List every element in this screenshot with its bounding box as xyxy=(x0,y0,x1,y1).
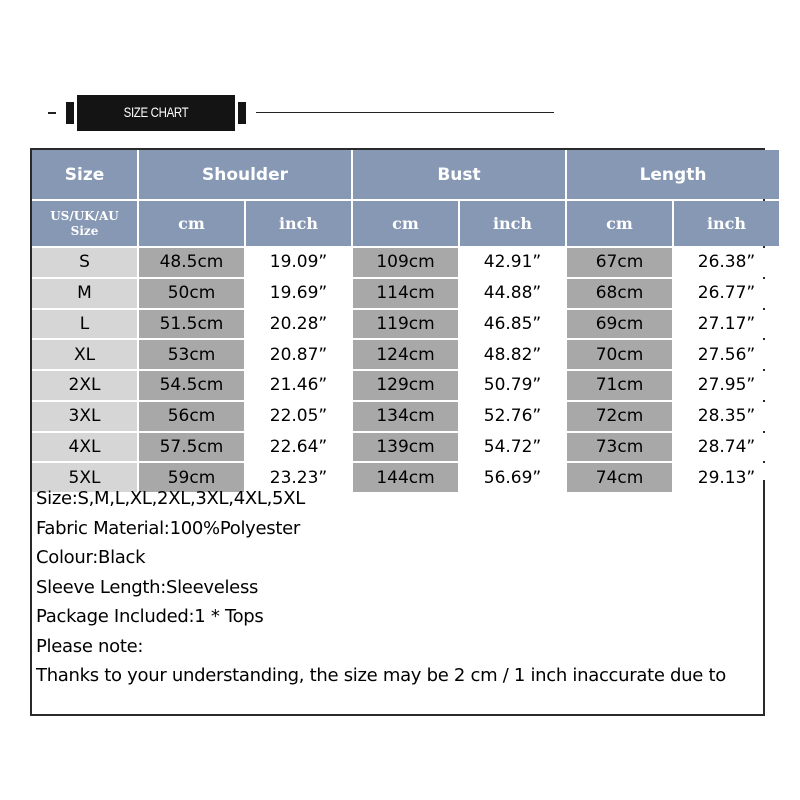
table-cell: 57.5cm xyxy=(139,433,244,462)
size-label-cell: XL xyxy=(32,340,137,369)
info-sizes: Size:S,M,L,XL,2XL,3XL,4XL,5XL xyxy=(36,488,305,509)
info-note-text: Thanks to your understanding, the size may be 2 cm / 1 inch inaccurate due to xyxy=(36,665,726,686)
info-note-title: Please note: xyxy=(36,635,144,657)
table-cell: 56.69” xyxy=(460,463,565,492)
table-cell: 27.95” xyxy=(674,371,779,400)
size-label-cell: 4XL xyxy=(32,433,137,462)
size-label-cell: 5XL xyxy=(32,463,137,492)
unit-bust-inch: inch xyxy=(460,201,565,246)
size-table-grid xyxy=(32,150,763,492)
col-header-bust: Bust xyxy=(353,150,565,199)
table-cell: 22.64” xyxy=(246,433,351,462)
col-header-shoulder: Shoulder xyxy=(139,150,351,199)
table-cell: 50cm xyxy=(139,279,244,308)
size-label-cell: L xyxy=(32,310,137,339)
table-cell: 29.13” xyxy=(674,463,779,492)
product-info xyxy=(30,480,765,716)
table-cell: 134cm xyxy=(353,402,458,431)
size-table xyxy=(30,148,765,488)
size-label-cell: M xyxy=(32,279,137,308)
table-cell: 119cm xyxy=(353,310,458,339)
col-header-length: Length xyxy=(567,150,779,199)
table-cell: 20.28” xyxy=(246,310,351,339)
table-cell: 53cm xyxy=(139,340,244,369)
unit-length-cm: cm xyxy=(567,201,672,246)
table-cell: 28.74” xyxy=(674,433,779,462)
size-chart-header xyxy=(0,0,800,140)
table-cell: 22.05” xyxy=(246,402,351,431)
unit-bust-cm: cm xyxy=(353,201,458,246)
col-header-size: Size xyxy=(32,150,137,199)
table-cell: 129cm xyxy=(353,371,458,400)
subheader-size-line1: US/UK/AU xyxy=(50,208,119,223)
header-rule xyxy=(256,112,554,113)
header-title: SIZE CHART xyxy=(123,104,189,120)
table-cell: 139cm xyxy=(353,433,458,462)
table-cell: 72cm xyxy=(567,402,672,431)
table-cell: 26.77” xyxy=(674,279,779,308)
table-cell: 67cm xyxy=(567,248,672,277)
table-cell: 23.23” xyxy=(246,463,351,492)
unit-shoulder-inch: inch xyxy=(246,201,351,246)
subheader-size xyxy=(32,201,137,246)
size-label-cell: 2XL xyxy=(32,371,137,400)
table-cell: 69cm xyxy=(567,310,672,339)
table-cell: 46.85” xyxy=(460,310,565,339)
info-sleeve: Sleeve Length:Sleeveless xyxy=(36,576,259,598)
table-cell: 114cm xyxy=(353,279,458,308)
table-cell: 51.5cm xyxy=(139,310,244,339)
table-cell: 48.82” xyxy=(460,340,565,369)
table-cell: 70cm xyxy=(567,340,672,369)
table-cell: 56cm xyxy=(139,402,244,431)
table-cell: 48.5cm xyxy=(139,248,244,277)
table-cell: 59cm xyxy=(139,463,244,492)
info-package: Package Included:1 * Tops xyxy=(36,606,264,627)
info-colour: Colour:Black xyxy=(36,547,146,568)
table-cell: 52.76” xyxy=(460,402,565,431)
table-cell: 28.35” xyxy=(674,402,779,431)
table-cell: 26.38” xyxy=(674,248,779,277)
info-fabric: Fabric Material:100%Polyester xyxy=(36,517,300,539)
size-label-cell: 3XL xyxy=(32,402,137,431)
table-cell: 74cm xyxy=(567,463,672,492)
table-cell: 20.87” xyxy=(246,340,351,369)
table-cell: 68cm xyxy=(567,279,672,308)
table-cell: 50.79” xyxy=(460,371,565,400)
table-cell: 54.72” xyxy=(460,433,565,462)
header-ribbon xyxy=(66,95,246,131)
table-cell: 54.5cm xyxy=(139,371,244,400)
table-cell: 21.46” xyxy=(246,371,351,400)
size-label-cell: S xyxy=(32,248,137,277)
table-cell: 71cm xyxy=(567,371,672,400)
table-cell: 109cm xyxy=(353,248,458,277)
table-cell: 44.88” xyxy=(460,279,565,308)
table-cell: 27.17” xyxy=(674,310,779,339)
table-cell: 19.69” xyxy=(246,279,351,308)
header-dash xyxy=(48,112,56,114)
subheader-size-line2: Size xyxy=(70,223,99,238)
table-cell: 73cm xyxy=(567,433,672,462)
unit-shoulder-cm: cm xyxy=(139,201,244,246)
table-cell: 27.56” xyxy=(674,340,779,369)
table-cell: 42.91” xyxy=(460,248,565,277)
unit-length-inch: inch xyxy=(674,201,779,246)
table-cell: 124cm xyxy=(353,340,458,369)
table-cell: 144cm xyxy=(353,463,458,492)
table-cell: 19.09” xyxy=(246,248,351,277)
